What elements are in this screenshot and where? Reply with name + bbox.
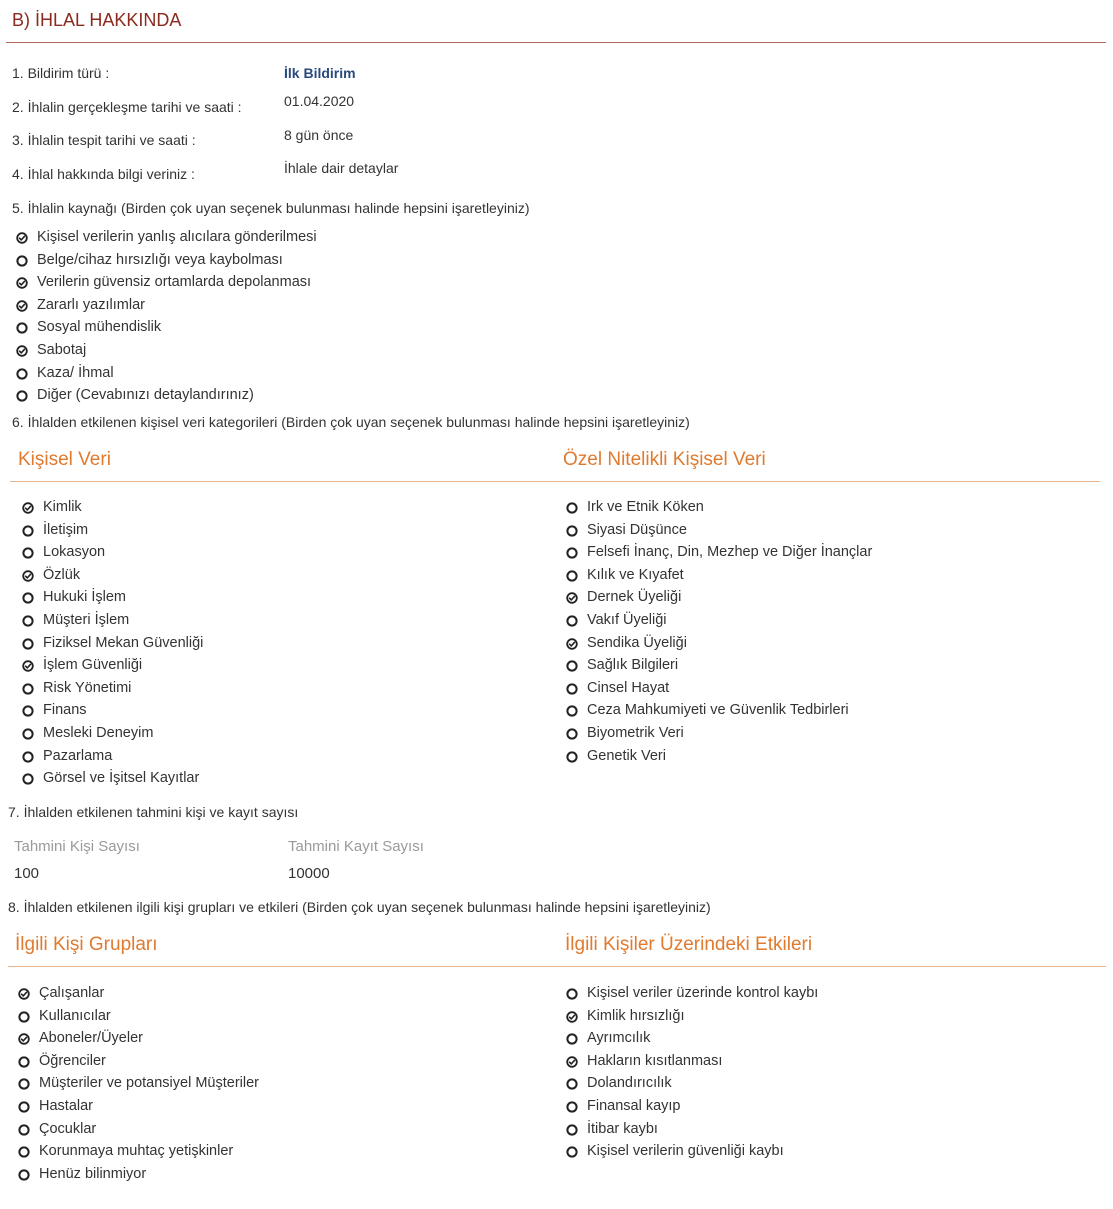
section-title: B) İHLAL HAKKINDA bbox=[12, 10, 182, 30]
estimated-person-count-label: Tahmini Kişi Sayısı bbox=[14, 838, 140, 855]
section-divider bbox=[6, 42, 1106, 43]
option-label: Sendika Üyeliği bbox=[587, 634, 687, 651]
option-label: Aboneler/Üyeler bbox=[39, 1030, 143, 1047]
option-label: Kullanıcılar bbox=[39, 1007, 111, 1024]
field-occurrence-date-value: 01.04.2020 bbox=[284, 93, 355, 109]
option-label: Dernek Üyeliği bbox=[587, 589, 682, 606]
option-dolandiricilik[interactable] bbox=[566, 1073, 672, 1093]
option-musteri-islem[interactable] bbox=[22, 610, 129, 630]
option-kilik-ve-kiyafet[interactable] bbox=[566, 565, 684, 585]
option-label: Siyasi Düşünce bbox=[587, 521, 687, 538]
option-label: Mesleki Deneyim bbox=[43, 725, 154, 741]
option-ozluk[interactable] bbox=[22, 565, 80, 585]
option-label: Kaza/ İhmal bbox=[37, 364, 114, 381]
option-sabotaj[interactable] bbox=[16, 340, 86, 360]
empty-circle-icon[interactable] bbox=[18, 1100, 30, 1112]
option-label: Sağlık Bilgileri bbox=[587, 657, 679, 674]
option-label: Pazarlama bbox=[43, 747, 113, 764]
option-label: Müşteri İşlem bbox=[43, 612, 130, 628]
field-notification-type-label: 1. Bildirim türü : bbox=[12, 65, 110, 81]
option-kullanicilar[interactable] bbox=[18, 1006, 111, 1026]
option-finans[interactable] bbox=[22, 700, 87, 720]
option-belge-cihaz-hirsizligi-veya-kaybolmasi[interactable] bbox=[16, 250, 283, 270]
option-mesleki-deneyim[interactable] bbox=[22, 723, 153, 743]
q8-divider bbox=[8, 966, 1106, 967]
option-ayrimcilik[interactable] bbox=[566, 1028, 650, 1048]
option-itibar-kaybi[interactable] bbox=[566, 1119, 658, 1139]
estimated-record-count-label: Tahmini Kayıt Sayısı bbox=[288, 838, 424, 855]
option-label: Kimlik bbox=[43, 499, 82, 515]
option-hastalar[interactable] bbox=[18, 1096, 93, 1116]
option-kisisel-verilerin-yanlis-alicilara-gonderilmesi[interactable] bbox=[16, 227, 317, 247]
option-hukuki-islem[interactable] bbox=[22, 587, 126, 607]
empty-circle-icon[interactable] bbox=[16, 389, 28, 401]
empty-circle-icon[interactable] bbox=[22, 750, 34, 762]
option-label: Kişisel verilerin güvenliği kaybı bbox=[587, 1143, 784, 1160]
empty-circle-icon[interactable] bbox=[16, 321, 28, 333]
empty-circle-icon[interactable] bbox=[18, 1010, 30, 1022]
empty-circle-icon[interactable] bbox=[22, 682, 34, 694]
empty-circle-icon[interactable] bbox=[566, 1032, 578, 1044]
option-iletisim[interactable] bbox=[22, 520, 88, 540]
checked-circle-icon[interactable] bbox=[16, 299, 28, 311]
option-label: Risk Yönetimi bbox=[43, 679, 132, 696]
option-label: Ayrımcılık bbox=[587, 1030, 651, 1047]
checked-circle-icon[interactable] bbox=[16, 344, 28, 356]
option-label: Müşteriler ve potansiyel Müşteriler bbox=[39, 1075, 259, 1092]
option-label: Çalışanlar bbox=[39, 985, 105, 1001]
checked-circle-icon[interactable] bbox=[566, 591, 578, 603]
option-biyometrik-veri[interactable] bbox=[566, 723, 684, 743]
checked-circle-icon[interactable] bbox=[16, 276, 28, 288]
checked-circle-icon[interactable] bbox=[22, 659, 34, 671]
option-label: Genetik Veri bbox=[587, 747, 666, 764]
empty-circle-icon[interactable] bbox=[566, 682, 578, 694]
empty-circle-icon[interactable] bbox=[566, 546, 578, 558]
option-genetik-veri[interactable] bbox=[566, 746, 666, 766]
empty-circle-icon[interactable] bbox=[566, 1145, 578, 1157]
personal-data-title: Kişisel Veri bbox=[18, 449, 111, 470]
option-sendika-uyeligi[interactable] bbox=[566, 633, 687, 653]
option-siyasi-dusunce[interactable] bbox=[566, 520, 687, 540]
q6-label: 6. İhlalden etkilenen kişisel veri kategorileri (Birden çok uyan seçenek bulunması halinde hepsini işaretleyiniz) bbox=[12, 414, 690, 430]
option-saglik-bilgileri[interactable] bbox=[566, 655, 678, 675]
option-label: Biyometrik Veri bbox=[587, 725, 684, 741]
option-islem-guvenligi[interactable] bbox=[22, 655, 142, 675]
checked-circle-icon[interactable] bbox=[18, 1032, 30, 1044]
empty-circle-icon[interactable] bbox=[566, 659, 578, 671]
option-cocuklar[interactable] bbox=[18, 1119, 96, 1139]
empty-circle-icon[interactable] bbox=[18, 1055, 30, 1067]
option-label: Verilerin güvensiz ortamlarda depolanması bbox=[37, 274, 312, 291]
option-label: Fiziksel Mekan Güvenliği bbox=[43, 634, 204, 651]
option-label: Hukuki İşlem bbox=[43, 589, 126, 606]
option-label: Henüz bilinmiyor bbox=[39, 1165, 147, 1182]
option-pazarlama[interactable] bbox=[22, 746, 112, 766]
option-label: Hastalar bbox=[39, 1098, 93, 1114]
option-irk-ve-etnik-koken[interactable] bbox=[566, 497, 704, 517]
empty-circle-icon[interactable] bbox=[18, 1168, 30, 1180]
option-ceza-mahkumiyeti-ve-guvenlik-tedbirleri[interactable] bbox=[566, 700, 849, 720]
option-label: Finansal kayıp bbox=[587, 1098, 681, 1114]
option-zararli-yazilimlar[interactable] bbox=[16, 295, 145, 315]
option-label: Sosyal mühendislik bbox=[37, 319, 162, 336]
option-kimlik[interactable] bbox=[22, 497, 82, 517]
option-lokasyon[interactable] bbox=[22, 542, 105, 562]
empty-circle-icon[interactable] bbox=[16, 254, 28, 266]
option-label: Kılık ve Kıyafet bbox=[587, 566, 684, 583]
option-diger-cevabinizi-detaylandiriniz[interactable] bbox=[16, 385, 254, 405]
option-label: Zararlı yazılımlar bbox=[37, 296, 145, 313]
option-vakif-uyeligi[interactable] bbox=[566, 610, 667, 630]
empty-circle-icon[interactable] bbox=[22, 591, 34, 603]
empty-circle-icon[interactable] bbox=[566, 704, 578, 716]
option-finansal-kayip[interactable] bbox=[566, 1096, 681, 1116]
option-risk-yonetimi[interactable] bbox=[22, 678, 131, 698]
option-fiziksel-mekan-guvenligi[interactable] bbox=[22, 633, 203, 653]
q8-label: 8. İhlalden etkilenen ilgili kişi grupları ve etkileri (Birden çok uyan seçenek bulunması halinde hepsini işaretleyiniz) bbox=[8, 899, 711, 915]
option-label: Finans bbox=[43, 702, 87, 719]
option-label: Kişisel verilerin yanlış alıcılara gönderilmesi bbox=[37, 229, 317, 245]
option-label: Lokasyon bbox=[43, 544, 106, 561]
checked-circle-icon[interactable] bbox=[566, 637, 578, 649]
option-label: İşlem Güvenliği bbox=[43, 657, 143, 674]
empty-circle-icon[interactable] bbox=[16, 367, 28, 379]
option-label: Diğer (Cevabınızı detaylandırınız) bbox=[37, 387, 254, 404]
empty-circle-icon[interactable] bbox=[566, 727, 578, 739]
option-label: Felsefi İnanç, Din, Mezhep ve Diğer İnançlar bbox=[587, 544, 873, 561]
effects-on-persons-title: İlgili Kişiler Üzerindeki Etkileri bbox=[565, 934, 813, 955]
option-dernek-uyeligi[interactable] bbox=[566, 587, 681, 607]
field-occurrence-date-label: 2. İhlalin gerçekleşme tarihi ve saati : bbox=[12, 99, 242, 115]
q5-label: 5. İhlalin kaynağı (Birden çok uyan seçenek bulunması halinde hepsini işaretleyiniz) bbox=[12, 200, 530, 216]
empty-circle-icon[interactable] bbox=[566, 569, 578, 581]
empty-circle-icon[interactable] bbox=[566, 1077, 578, 1089]
empty-circle-icon[interactable] bbox=[22, 614, 34, 626]
option-label: Korunmaya muhtaç yetişkinler bbox=[39, 1143, 234, 1160]
checked-circle-icon[interactable] bbox=[22, 501, 34, 513]
option-label: Sabotaj bbox=[37, 342, 87, 358]
option-kisisel-verilerin-guvenligi-kaybi[interactable] bbox=[566, 1141, 784, 1161]
empty-circle-icon[interactable] bbox=[566, 750, 578, 762]
special-personal-data-title: Özel Nitelikli Kişisel Veri bbox=[563, 449, 766, 470]
estimated-person-count-value: 100 bbox=[14, 865, 40, 882]
checked-circle-icon[interactable] bbox=[566, 1055, 578, 1067]
option-label: Irk ve Etnik Köken bbox=[587, 499, 704, 515]
option-label: Çocuklar bbox=[39, 1120, 97, 1137]
option-label: Belge/cihaz hırsızlığı veya kaybolması bbox=[37, 251, 283, 268]
empty-circle-icon[interactable] bbox=[22, 772, 34, 784]
empty-circle-icon[interactable] bbox=[22, 727, 34, 739]
field-breach-info-value: İhlale dair detaylar bbox=[284, 160, 399, 176]
field-breach-info-label: 4. İhlal hakkında bilgi veriniz : bbox=[12, 166, 195, 182]
option-label: Ceza Mahkumiyeti ve Güvenlik Tedbirleri bbox=[587, 702, 849, 719]
q7-label: 7. İhlalden etkilenen tahmini kişi ve kayıt sayısı bbox=[8, 804, 299, 820]
option-musteriler-ve-potansiyel-musteriler[interactable] bbox=[18, 1073, 259, 1093]
option-sosyal-muhendislik[interactable] bbox=[16, 317, 161, 337]
option-aboneler-uyeler[interactable] bbox=[18, 1028, 143, 1048]
option-label: Görsel ve İşitsel Kayıtlar bbox=[43, 770, 200, 787]
option-calisanlar[interactable] bbox=[18, 983, 104, 1003]
empty-circle-icon[interactable] bbox=[566, 614, 578, 626]
option-korunmaya-muhtac-yetiskinler[interactable] bbox=[18, 1141, 233, 1161]
option-label: Vakıf Üyeliği bbox=[587, 612, 667, 628]
empty-circle-icon[interactable] bbox=[566, 1100, 578, 1112]
checked-circle-icon[interactable] bbox=[566, 1010, 578, 1022]
field-detection-date-label: 3. İhlalin tespit tarihi ve saati : bbox=[12, 132, 196, 148]
empty-circle-icon[interactable] bbox=[18, 1145, 30, 1157]
checked-circle-icon[interactable] bbox=[18, 987, 30, 999]
affected-groups-title: İlgili Kişi Grupları bbox=[15, 934, 158, 955]
option-label: Cinsel Hayat bbox=[587, 679, 670, 696]
option-henuz-bilinmiyor[interactable] bbox=[18, 1164, 146, 1184]
empty-circle-icon[interactable] bbox=[22, 637, 34, 649]
empty-circle-icon[interactable] bbox=[22, 524, 34, 536]
option-label: Kişisel veriler üzerinde kontrol kaybı bbox=[587, 985, 819, 1001]
empty-circle-icon[interactable] bbox=[22, 546, 34, 558]
option-kisisel-veriler-uzerinde-kontrol-kaybi[interactable] bbox=[566, 983, 818, 1003]
option-ogrenciler[interactable] bbox=[18, 1051, 106, 1071]
option-haklarin-kisitlanmasi[interactable] bbox=[566, 1051, 722, 1071]
empty-circle-icon[interactable] bbox=[566, 987, 578, 999]
option-felsefi-inanc-din-mezhep-ve-diger-inanclar[interactable] bbox=[566, 542, 872, 562]
option-label: Özlük bbox=[43, 566, 81, 583]
option-kaza-ihmal[interactable] bbox=[16, 363, 114, 383]
option-label: Dolandırıcılık bbox=[587, 1075, 672, 1092]
option-kimlik-hirsizligi[interactable] bbox=[566, 1006, 685, 1026]
q6-divider bbox=[10, 481, 1100, 482]
option-label: Öğrenciler bbox=[39, 1052, 106, 1069]
option-label: İletişim bbox=[43, 521, 89, 538]
empty-circle-icon[interactable] bbox=[22, 704, 34, 716]
empty-circle-icon[interactable] bbox=[566, 1123, 578, 1135]
empty-circle-icon[interactable] bbox=[18, 1123, 30, 1135]
option-label: İtibar kaybı bbox=[587, 1120, 658, 1137]
option-gorsel-ve-isitsel-kayitlar[interactable] bbox=[22, 768, 199, 788]
checked-circle-icon[interactable] bbox=[22, 569, 34, 581]
empty-circle-icon[interactable] bbox=[566, 524, 578, 536]
option-label: Kimlik hırsızlığı bbox=[587, 1007, 685, 1024]
option-verilerin-guvensiz-ortamlarda-depolanmasi[interactable] bbox=[16, 272, 311, 292]
option-label: Hakların kısıtlanması bbox=[587, 1052, 723, 1069]
empty-circle-icon[interactable] bbox=[18, 1077, 30, 1089]
option-cinsel-hayat[interactable] bbox=[566, 678, 669, 698]
checked-circle-icon[interactable] bbox=[16, 231, 28, 243]
estimated-record-count-value: 10000 bbox=[288, 865, 330, 882]
field-detection-date-value: 8 gün önce bbox=[284, 127, 354, 143]
field-notification-type-value: İlk Bildirim bbox=[284, 65, 356, 81]
empty-circle-icon[interactable] bbox=[566, 501, 578, 513]
